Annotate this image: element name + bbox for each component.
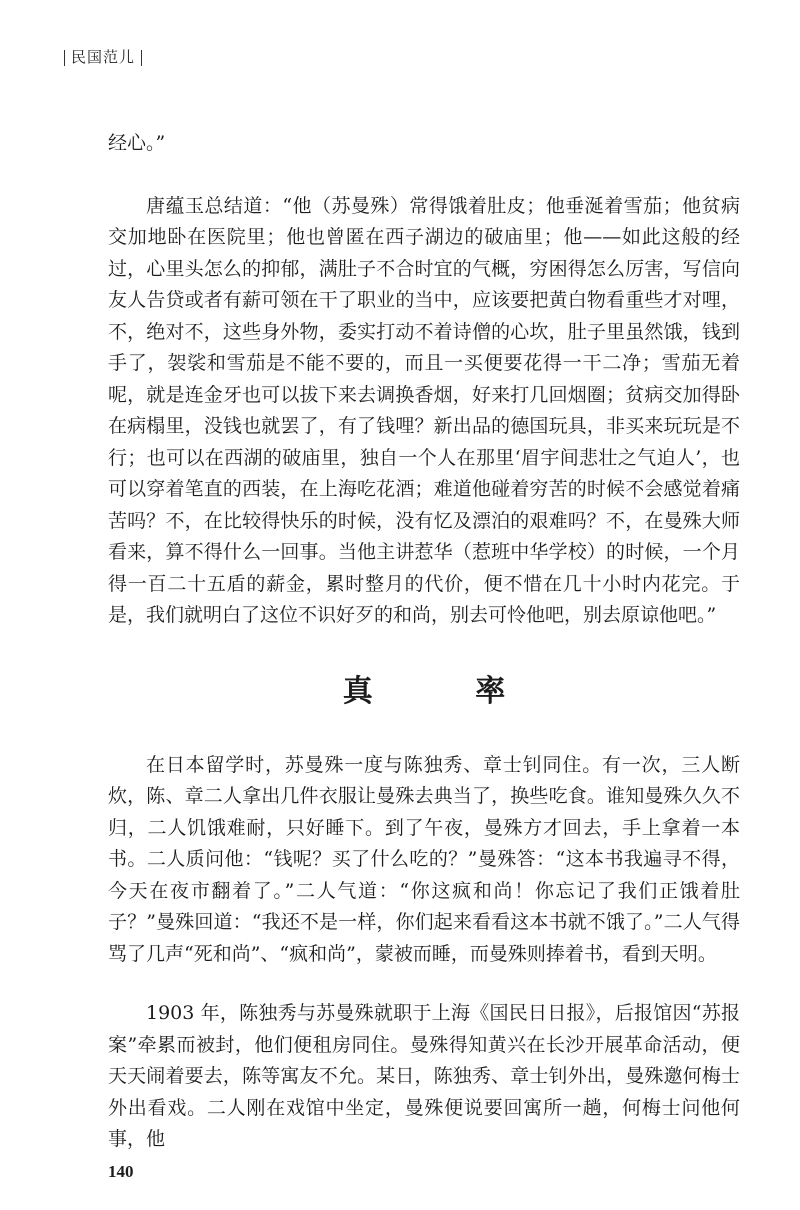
page-number: 140 bbox=[108, 1162, 134, 1181]
paragraph-continuation: 经心。” bbox=[108, 132, 166, 154]
header-divider-left bbox=[64, 50, 65, 66]
running-title: 民国范儿 bbox=[71, 48, 136, 66]
section-title: 真 率 bbox=[342, 673, 552, 709]
paragraph-quote: 唐蕴玉总结道：“他（苏曼殊）常得饿着肚皮；他垂涎着雪茄；他贫病交加地卧在医院里；他也曾匿在西子湖边的破庙里；他——如此这般的经过，心里头怎么的抑郁，满肚子不合时宜的气概，穷困得怎么厉害，写信向友人告贷或者有薪可领在干了职业的当中，应该要把黄白物看重些才对哩，不，绝对不，这些身外物，委实打动不着诗僧的心坎，肚子里虽然饿，钱到手了，袈裟和雪茄是不能不要的，而且一买便要花得一干二净；雪茄无着呢，就是连金牙也可以拔下来去调换香烟，好来打几回烟圈；贫病交加得卧在病榻里，没钱也就罢了，有了钱哩？新出品的德国玩具，非买来玩玩是不行；也可以在西湖的破庙里，独自一个人在那里‘眉宇间悲壮之气迫人’，也可以穿着笔直的西装，在上海吃花酒；难道他碰着穷苦的时候不会感觉着痛苦吗？不，在比较得快乐的时候，没有忆及漂泊的艰难吗？不，在曼殊大师看来，算不得什么一回事。当他主讲惹华（惹班中华学校）的时候，一个月得一百二十五盾的薪金，累时整月的代价，便不惜在几十小时内花完。于是，我们就明白了这位不识好歹的和尚，别去可怜他吧，别去原谅他吧。” bbox=[108, 194, 740, 626]
paragraph-story-1: 在日本留学时，苏曼殊一度与陈独秀、章士钊同住。有一次，三人断炊，陈、章二人拿出几件衣服让曼殊去典当了，换些吃食。谁知曼殊久久不归，二人饥饿难耐，只好睡下。到了午夜，曼殊方才回去，手上拿着一本书。二人质问他：“钱呢？买了什么吃的？”曼殊答：“这本书我遍寻不得，今天在夜市翻着了。”二人气道：“你这疯和尚！你忘记了我们正饿着肚子？”曼殊回道：“我还不是一样，你们起来看看这本书就不饿了。”二人气得骂了几声“死和尚”、“疯和尚”，蒙被而睡，而曼殊则捧着书，看到天明。 bbox=[108, 753, 740, 965]
page-body bbox=[108, 128, 740, 1156]
header-divider-right bbox=[141, 50, 142, 66]
paragraph-story-2: 1903 年，陈独秀与苏曼殊就职于上海《国民日日报》，后报馆因“苏报案”牵累而被封，他们便租房同住。曼殊得知黄兴在长沙开展革命活动，便天天闹着要去，陈等寓友不允。某日，陈独秀、章士钊外出，曼殊邀何梅士外出看戏。二人刚在戏馆中坐定，曼殊便说要回寓所一趟，何梅士问他何事，他 bbox=[108, 1002, 740, 1150]
running-header bbox=[58, 46, 148, 67]
